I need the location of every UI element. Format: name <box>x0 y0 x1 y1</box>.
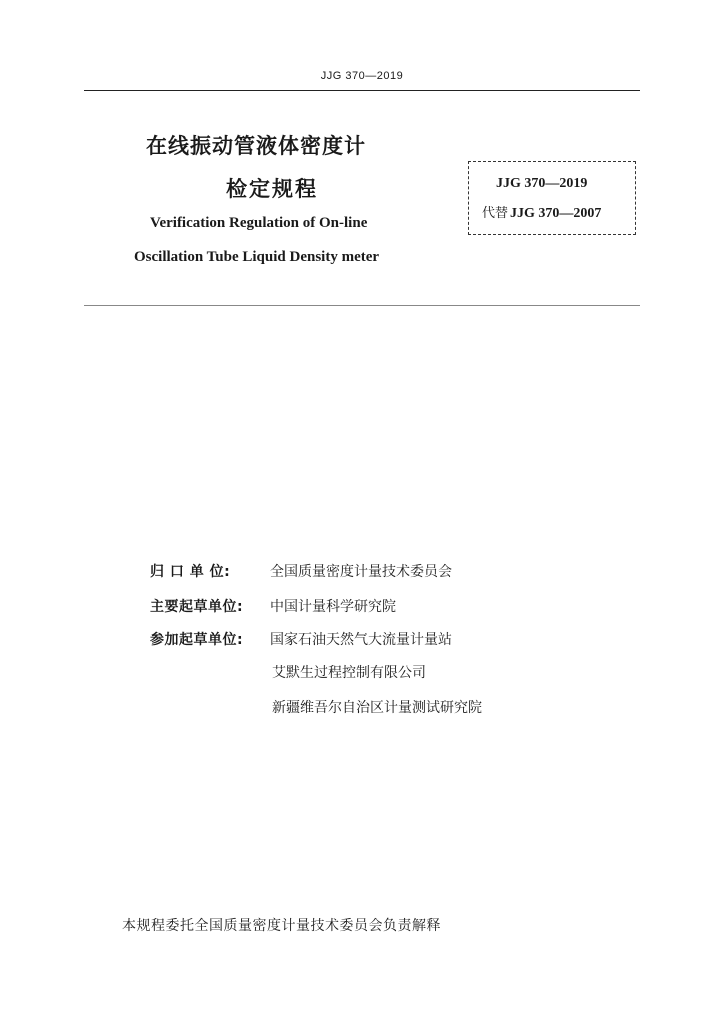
footer-note: 本规程委托全国质量密度计量技术委员会负责解释 <box>122 918 441 934</box>
header-rule <box>84 90 640 91</box>
title-cn-line1: 在线振动管液体密度计 <box>146 134 366 158</box>
code-replaces <box>482 202 601 222</box>
org-participant <box>150 629 452 649</box>
title-en-line1: Verification Regulation of On-line <box>150 215 368 231</box>
org-main-drafter-value: 中国计量科学研究院 <box>270 599 396 615</box>
org-main-drafter <box>150 596 396 616</box>
org-responsible-label: 归 口 单 位: <box>150 564 231 580</box>
section-rule <box>84 305 640 306</box>
org-responsible-value: 全国质量密度计量技术委员会 <box>270 564 452 580</box>
title-cn-line2: 检定规程 <box>226 177 318 201</box>
org-participant-2: 艾默生过程控制有限公司 <box>272 665 426 681</box>
org-participant-3: 新疆维吾尔自治区计量测试研究院 <box>272 700 482 716</box>
org-main-drafter-label: 主要起草单位: <box>150 599 244 615</box>
org-participant-1: 国家石油天然气大流量计量站 <box>270 632 452 648</box>
org-participant-label: 参加起草单位: <box>150 632 244 648</box>
org-responsible <box>150 561 452 581</box>
code-box <box>468 161 636 235</box>
header-code: JJG 370—2019 <box>320 70 404 82</box>
title-en-line2: Oscillation Tube Liquid Density meter <box>134 249 380 265</box>
code-current: JJG 370—2019 <box>496 176 588 191</box>
replaces-code: JJG 370—2007 <box>510 206 602 221</box>
replaces-label: 代替 <box>482 206 509 221</box>
